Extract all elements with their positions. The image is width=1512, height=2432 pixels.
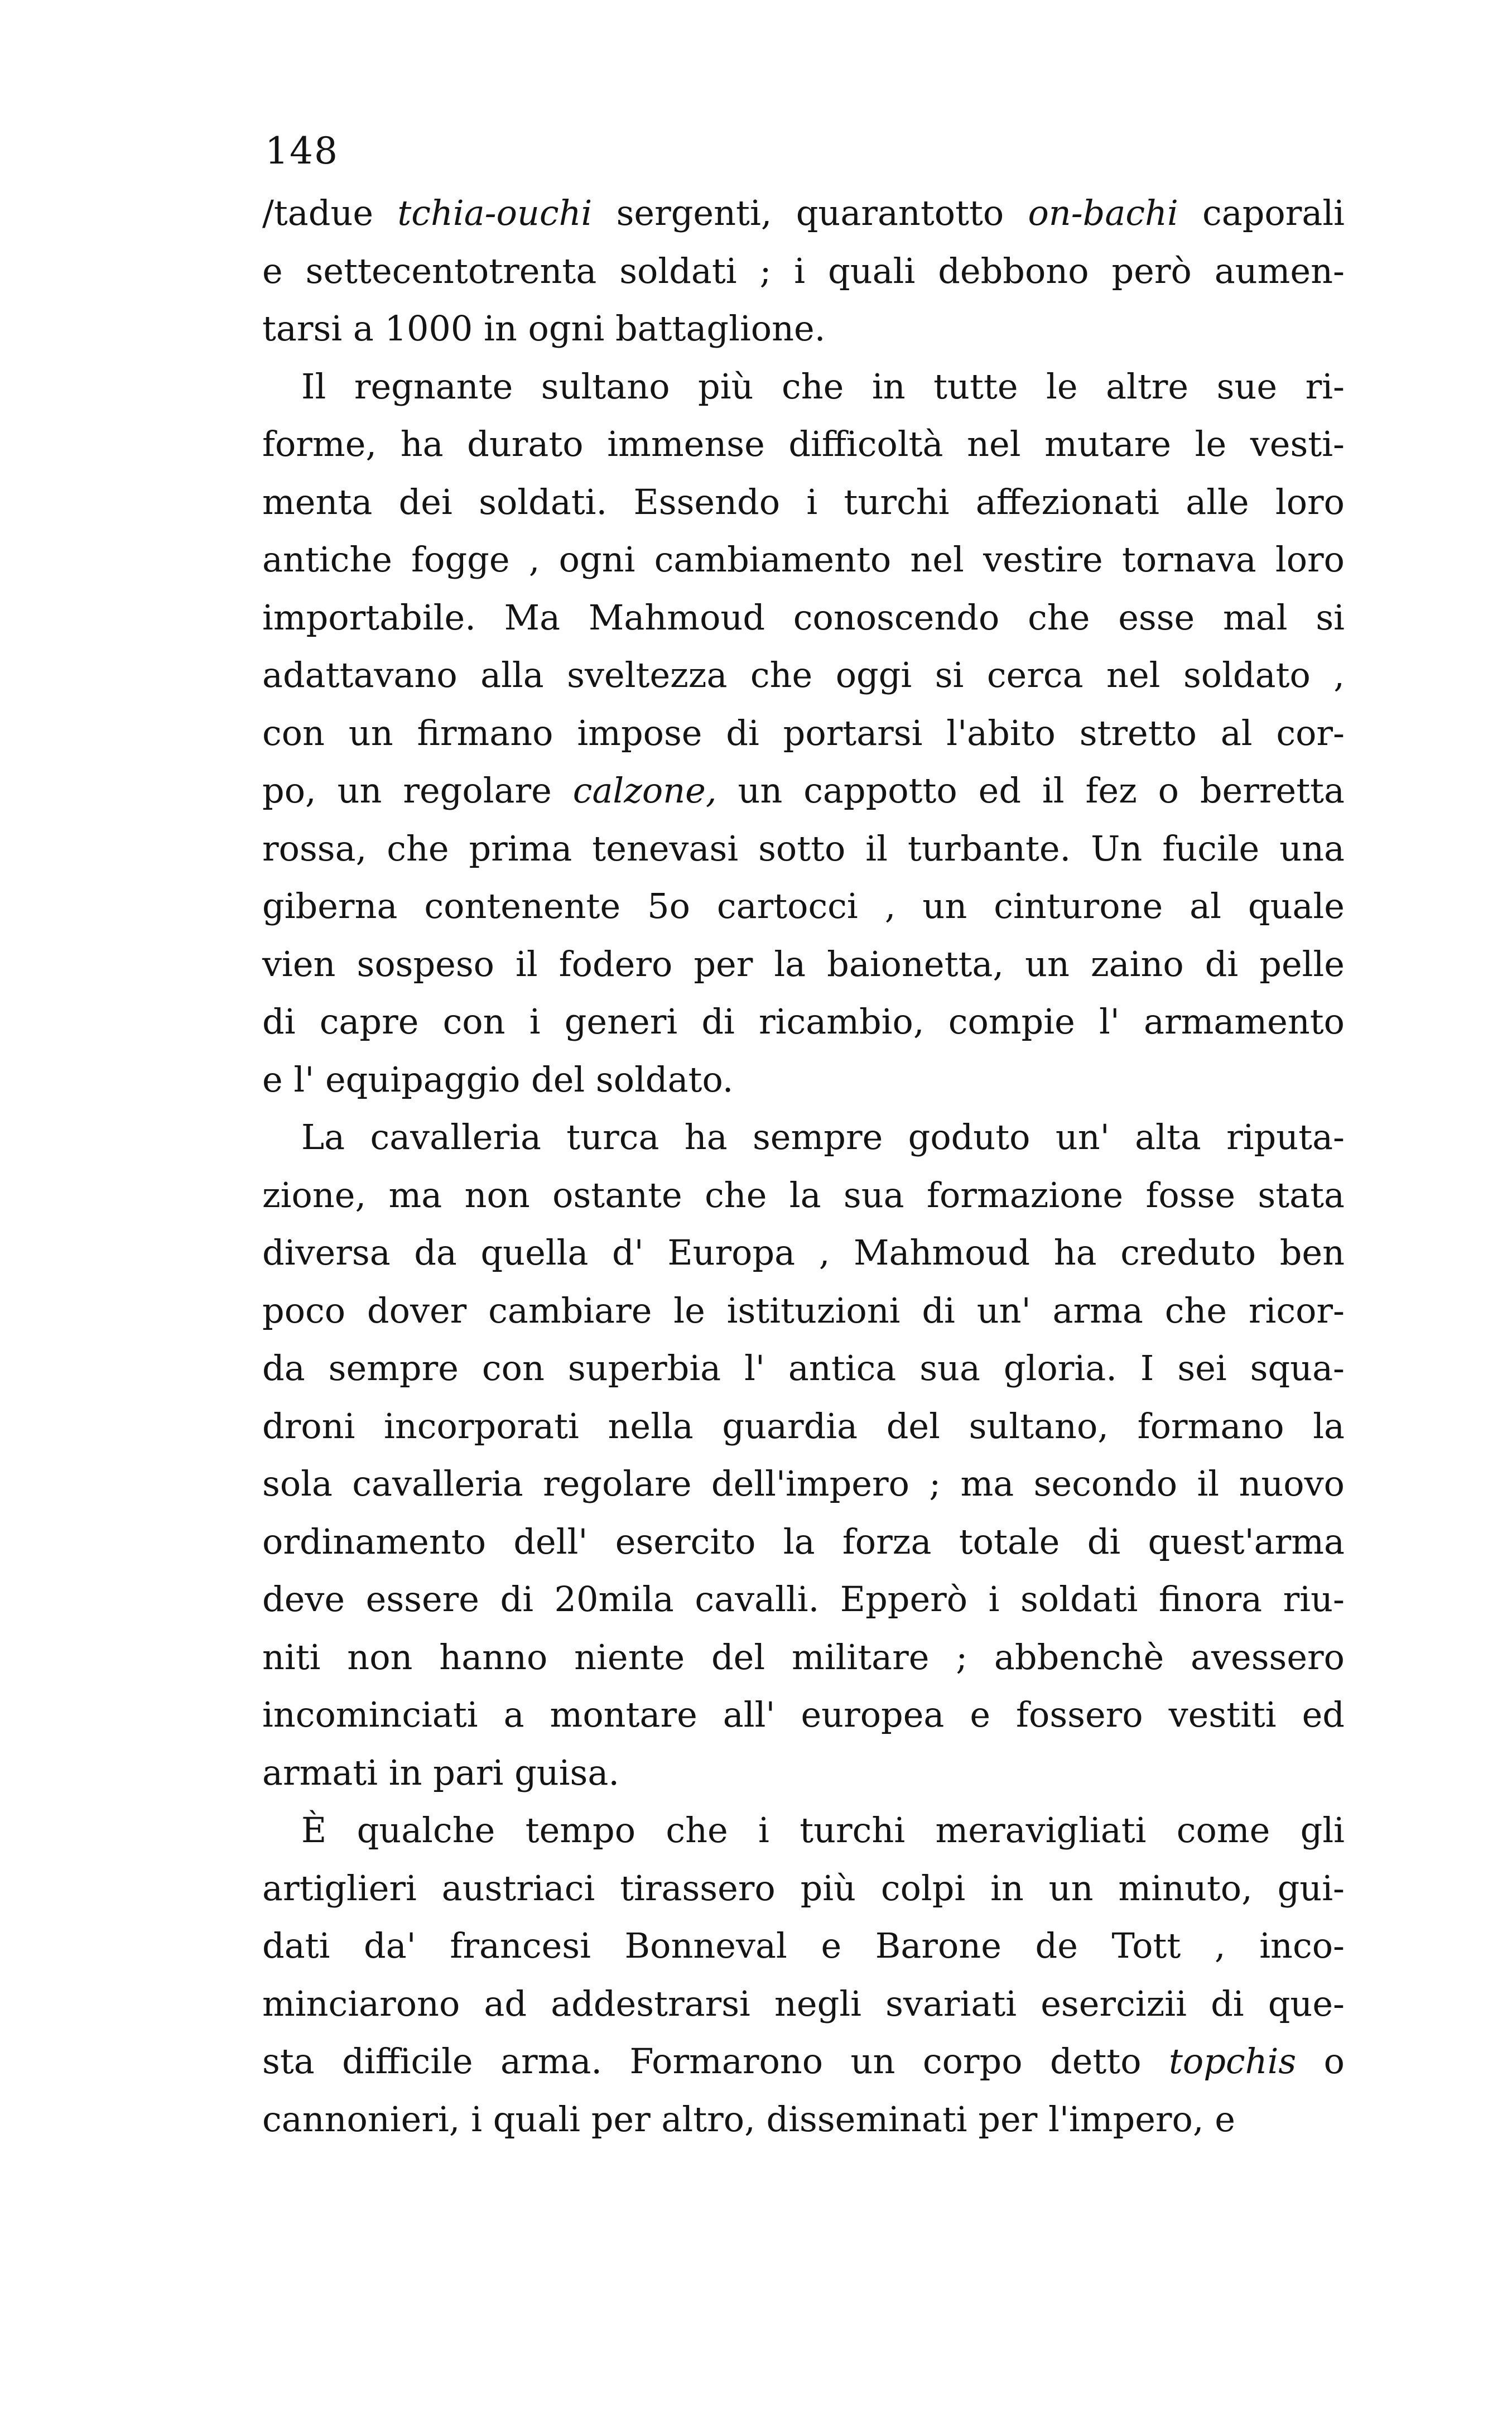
text-run: /tadue — [262, 193, 398, 233]
text-run: con un firmano impose di portarsi l'abito stretto al cor- — [262, 712, 1345, 753]
text-line — [262, 1744, 1345, 1802]
text-line — [262, 1455, 1345, 1513]
text-line — [262, 1859, 1345, 1917]
text-line — [262, 1628, 1345, 1686]
text-run: menta dei soldati. Essendo i turchi affezionati alle loro — [262, 481, 1345, 522]
text-run: forme, ha durato immense difficoltà nel mutare le vesti- — [262, 424, 1345, 464]
text-run: e settecentotrenta soldati ; i quali debbono però aumen- — [262, 250, 1345, 291]
text-run: deve essere di 20mila cavalli. Epperò i soldati finora riu- — [262, 1579, 1345, 1619]
text-run: caporali — [1178, 193, 1345, 233]
italic-term: on-bachi — [1028, 193, 1178, 233]
text-run: ordinamento dell' esercito la forza totale di quest'arma — [262, 1521, 1345, 1562]
text-run: La cavalleria turca ha sempre goduto un' alta riputa- — [301, 1117, 1345, 1157]
text-run: incominciati a montare all' europea e fossero vestiti ed — [262, 1694, 1345, 1735]
text-line — [262, 358, 1345, 416]
text-run: sola cavalleria regolare dell'impero ; ma secondo il nuovo — [262, 1463, 1345, 1504]
text-line — [262, 1108, 1345, 1166]
text-line — [262, 531, 1345, 589]
body-text — [262, 184, 1345, 2148]
italic-term: tchia-ouchi — [397, 193, 593, 233]
text-line — [262, 935, 1345, 993]
paragraph — [262, 1801, 1345, 2148]
text-line — [262, 1975, 1345, 2033]
text-run: poco dover cambiare le istituzioni di un' arma che ricor- — [262, 1290, 1345, 1331]
text-run: Il regnante sultano più che in tutte le altre sue ri- — [301, 366, 1345, 407]
text-run: È qualche tempo che i turchi meravigliati come gli — [301, 1810, 1345, 1851]
text-line — [262, 704, 1345, 762]
text-run: giberna contenente 5o cartocci , un cinturone al quale — [262, 886, 1345, 926]
text-line — [262, 184, 1345, 242]
text-run: dati da' francesi Bonneval e Barone de Tott , inco- — [262, 1925, 1345, 1966]
text-line — [262, 1051, 1345, 1109]
text-run: diversa da quella d' Europa , Mahmoud ha creduto ben — [262, 1232, 1345, 1273]
paragraph — [262, 184, 1345, 358]
text-line — [262, 473, 1345, 531]
text-run: sta difficile arma. Formarono un corpo detto — [262, 2041, 1169, 2082]
text-line — [262, 762, 1345, 820]
paragraph — [262, 1108, 1345, 1801]
text-run: adattavano alla sveltezza che oggi si cerca nel soldato , — [262, 655, 1345, 695]
text-line — [262, 646, 1345, 704]
text-run: artiglieri austriaci tirassero più colpi in un minuto, gui- — [262, 1867, 1345, 1909]
text-run: antiche fogge , ogni cambiamento nel vestire tornava loro — [262, 539, 1345, 580]
text-line — [262, 1224, 1345, 1282]
text-run: o — [1296, 2041, 1345, 2082]
page-number: 148 — [265, 129, 339, 172]
text-run: tarsi a 1000 in ogni battaglione. — [262, 308, 826, 349]
text-line — [262, 1801, 1345, 1859]
text-line — [262, 1917, 1345, 1975]
text-line — [262, 1397, 1345, 1455]
text-line — [262, 1686, 1345, 1744]
text-run: cannonieri, i quali per altro, disseminati per l'impero, e — [262, 2098, 1235, 2140]
text-line — [262, 589, 1345, 647]
text-run: importabile. Ma Mahmoud conoscendo che esse mal si — [262, 597, 1345, 638]
text-run: vien sospeso il fodero per la baionetta, un zaino di pelle — [262, 943, 1345, 984]
text-line — [262, 1166, 1345, 1224]
text-line — [262, 1513, 1345, 1571]
text-run: minciarono ad addestrarsi negli svariati esercizii di que- — [262, 1983, 1345, 2024]
italic-term: topchis — [1168, 2041, 1297, 2082]
text-line — [262, 1282, 1345, 1340]
text-line — [262, 877, 1345, 935]
text-run: sergenti, quarantotto — [592, 193, 1028, 233]
paragraph — [262, 358, 1345, 1109]
text-line — [262, 415, 1345, 473]
text-run: armati in pari guisa. — [262, 1752, 620, 1793]
text-run: da sempre con superbia l' antica sua gloria. I sei squa- — [262, 1348, 1345, 1388]
text-run: zione, ma non ostante che la sua formazione fosse stata — [262, 1174, 1345, 1215]
text-line — [262, 993, 1345, 1051]
text-line — [262, 2032, 1345, 2090]
text-run: droni incorporati nella guardia del sultano, formano la — [262, 1405, 1345, 1446]
text-line — [262, 242, 1345, 300]
text-run: niti non hanno niente del militare ; abbenchè avessero — [262, 1636, 1345, 1678]
text-line — [262, 820, 1345, 878]
italic-term: calzone, — [572, 770, 717, 811]
text-run: e l' equipaggio del soldato. — [262, 1059, 734, 1100]
text-run: un cappotto ed il fez o berretta — [716, 770, 1345, 811]
text-line — [262, 300, 1345, 358]
text-run: po, un regolare — [262, 770, 573, 811]
text-line — [262, 1339, 1345, 1397]
text-line — [262, 2090, 1345, 2149]
text-run: rossa, che prima tenevasi sotto il turbante. Un fucile una — [262, 828, 1345, 869]
text-line — [262, 1570, 1345, 1628]
text-run: di capre con i generi di ricambio, compie l' armamento — [262, 1001, 1345, 1042]
